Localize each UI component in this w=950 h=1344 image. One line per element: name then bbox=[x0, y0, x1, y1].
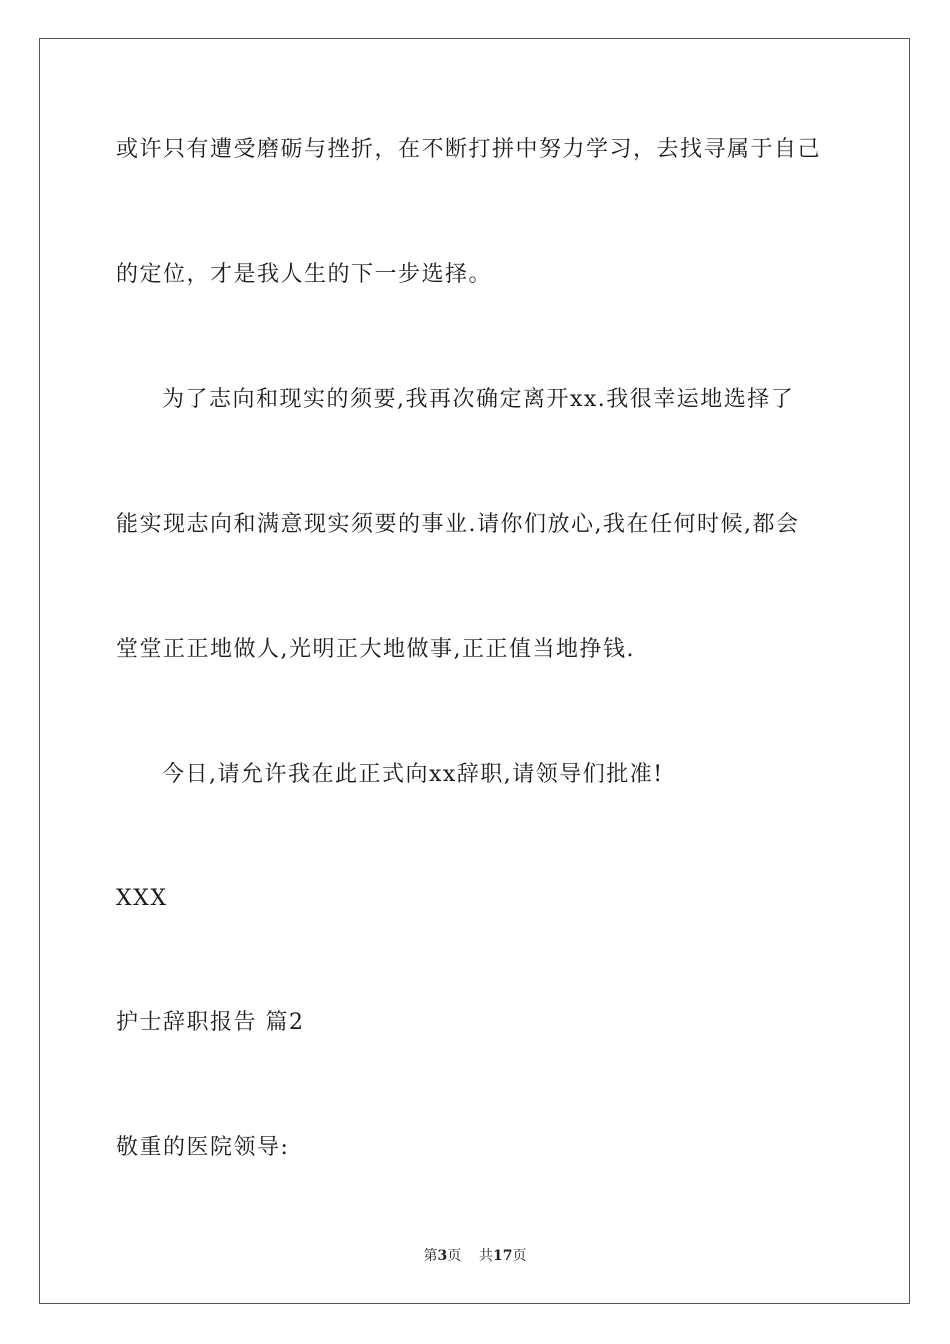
page-suffix: 页 bbox=[447, 1248, 462, 1264]
current-page-number: 3 bbox=[437, 1248, 448, 1264]
total-pages: 17 bbox=[493, 1248, 513, 1264]
body-text-line: 今日,请允许我在此正式向xx辞职,请领导们批准! bbox=[162, 762, 664, 787]
body-text-line: 能实现志向和满意现实须要的事业.请你们放心,我在任何时候,都会 bbox=[116, 512, 800, 537]
section-heading: 护士辞职报告 篇2 bbox=[116, 1010, 305, 1035]
total-prefix: 共 bbox=[479, 1248, 494, 1264]
body-text-line: 为了志向和现实的须要,我再次确定离开xx.我很幸运地选择了 bbox=[162, 387, 795, 412]
signature-placeholder: XXX bbox=[116, 886, 168, 911]
page-prefix: 第 bbox=[423, 1248, 438, 1264]
body-text-line: 堂堂正正地做人,光明正大地做事,正正值当地挣钱. bbox=[116, 637, 635, 662]
total-suffix: 页 bbox=[512, 1248, 527, 1264]
page-footer bbox=[0, 1247, 950, 1265]
body-text-line: 或许只有遭受磨砺与挫折，在不断打拼中努力学习，去找寻属于自己 bbox=[116, 137, 822, 162]
salutation: 敬重的医院领导: bbox=[116, 1135, 290, 1160]
body-text-line: 的定位，才是我人生的下一步选择。 bbox=[116, 262, 493, 287]
page-frame bbox=[39, 38, 910, 1304]
